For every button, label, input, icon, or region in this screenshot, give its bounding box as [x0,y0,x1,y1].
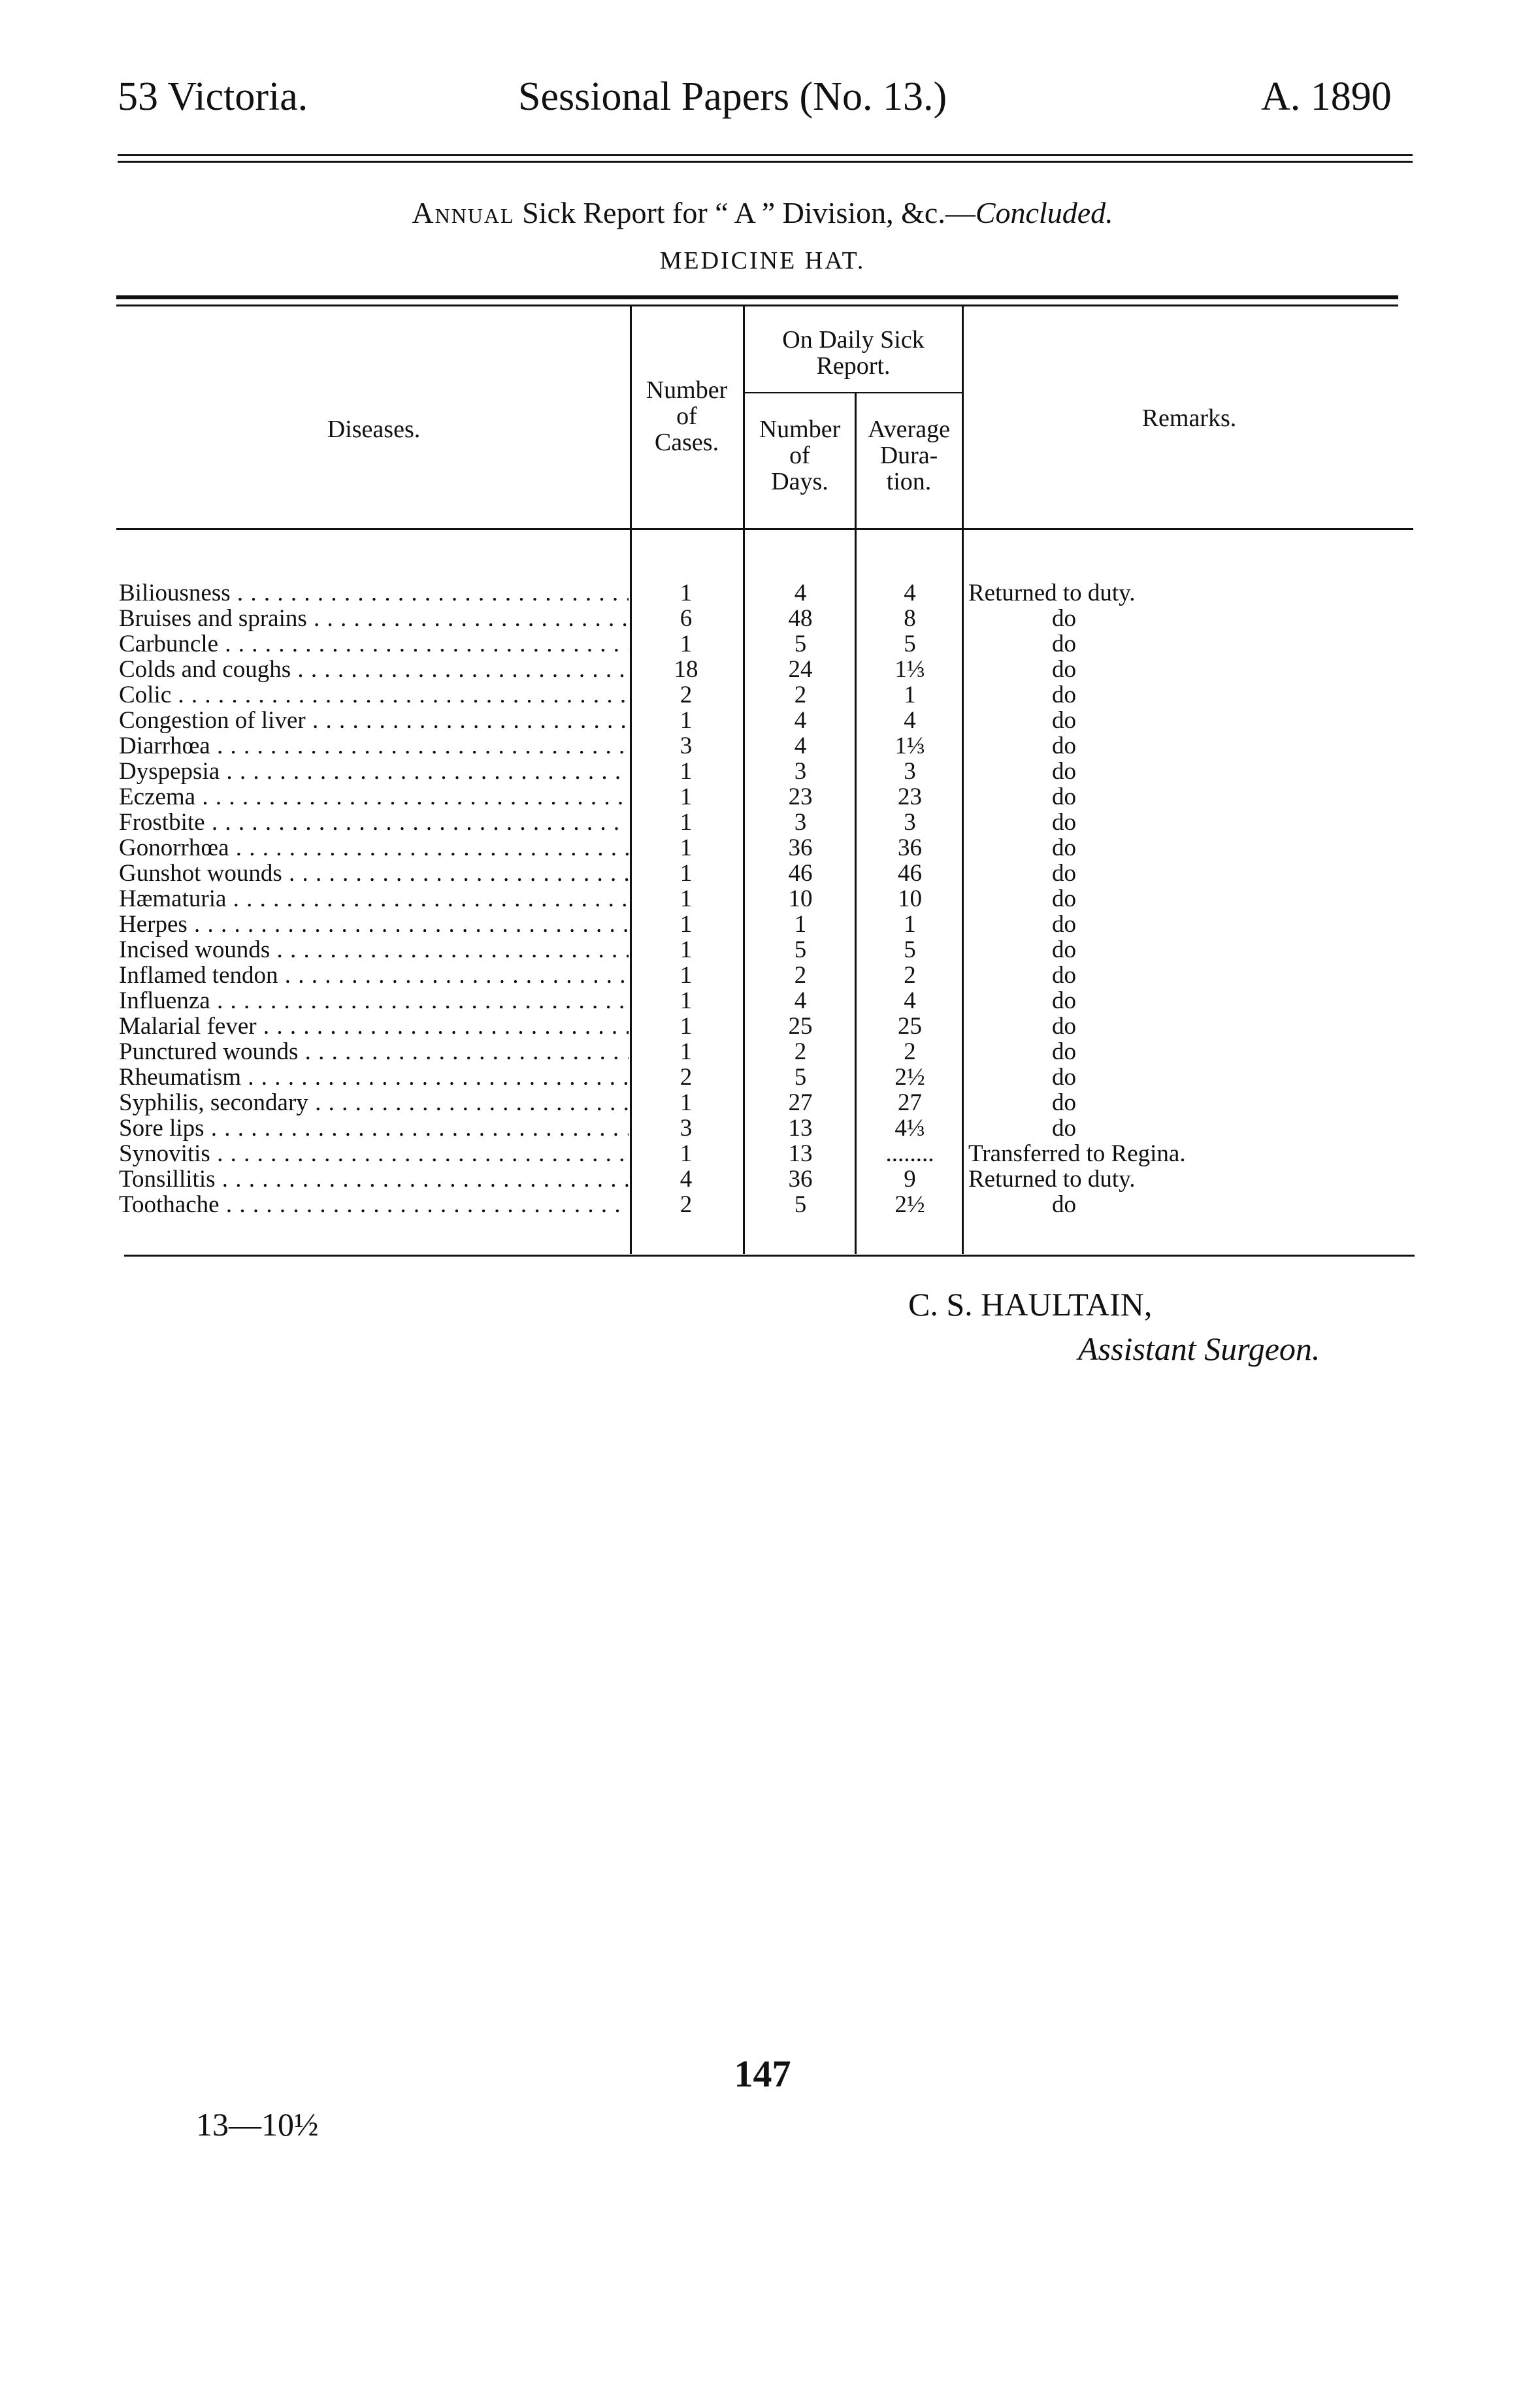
remarks-cell: do [1052,860,1076,887]
table-rule-bottom [124,1255,1415,1257]
col-average-line2: Dura- [879,442,938,469]
table-row [0,606,1525,631]
disease-cell: Biliousness . . . [119,580,629,606]
days-cell: 3 [794,758,807,785]
table-row [0,1166,1525,1192]
col-days [745,416,855,495]
cases-cell: 1 [680,783,693,810]
remarks-cell: do [1052,809,1076,836]
days-cell: 36 [788,1166,813,1193]
disease-cell: Hæmaturia . . . [119,886,629,912]
days-cell: 24 [788,656,813,683]
header-rule-top [118,154,1413,156]
remarks-cell: Returned to duty. [968,580,1136,606]
days-cell: 27 [788,1089,813,1116]
title-prefix: Annual [412,196,515,229]
disease-cell: Colic . . . [119,682,629,708]
average-cell: 23 [898,783,922,810]
days-cell: 4 [794,580,807,606]
remarks-cell: do [1052,682,1076,708]
table-row [0,708,1525,733]
table-row [0,912,1525,937]
disease-cell: Influenza . . . [119,988,629,1014]
remarks-cell: do [1052,936,1076,963]
average-cell: 5 [904,631,916,657]
average-cell: 2½ [894,1064,925,1091]
col-days-line2: of [789,442,810,469]
average-cell: 9 [904,1166,916,1193]
cases-cell: 1 [680,707,693,734]
report-title [0,193,1525,233]
col-days-line3: Days. [771,468,828,495]
average-cell: 4 [904,580,916,606]
remarks-cell: do [1052,1191,1076,1218]
average-cell: 1 [904,911,916,938]
daily-group-rule [745,392,962,393]
disease-cell: Herpes . . . [119,912,629,937]
table-row [0,1090,1525,1115]
days-cell: 4 [794,987,807,1014]
remarks-cell: do [1052,656,1076,683]
remarks-cell: do [1052,1089,1076,1116]
col-average-line3: tion. [886,468,932,495]
average-cell: 2½ [894,1191,925,1218]
col-days-line1: Number [759,416,841,443]
remarks-cell: do [1052,758,1076,785]
days-cell: 4 [794,733,807,759]
average-cell: 5 [904,936,916,963]
signature-name: C. S. HAULTAIN, [908,1286,1153,1323]
disease-cell: Toothache . . . [119,1192,629,1217]
days-cell: 2 [794,962,807,989]
col-daily-group [745,327,962,379]
remarks-cell: do [1052,1013,1076,1040]
disease-cell: Bruises and sprains . . . [119,606,629,631]
remarks-cell: do [1052,733,1076,759]
title-suffix: Concluded. [975,196,1113,229]
table-row [0,1192,1525,1217]
table-row [0,1115,1525,1141]
disease-cell: Eczema . . . [119,784,629,810]
remarks-cell: do [1052,987,1076,1014]
days-cell: 48 [788,605,813,632]
days-cell: 4 [794,707,807,734]
cases-cell: 1 [680,1013,693,1040]
disease-cell: Incised wounds . . . [119,937,629,963]
remarks-cell: do [1052,834,1076,861]
remarks-cell: do [1052,885,1076,912]
remarks-cell: do [1052,962,1076,989]
cases-cell: 1 [680,987,693,1014]
cases-cell: 1 [680,758,693,785]
table-row [0,1064,1525,1090]
disease-cell: Inflamed tendon . . . [119,963,629,988]
average-cell: 46 [898,860,922,887]
remarks-cell: do [1052,707,1076,734]
header-bottom-rule [116,528,1413,530]
average-cell: 1⅓ [894,656,925,683]
remarks-cell: do [1052,911,1076,938]
table-row [0,784,1525,810]
cases-cell: 1 [680,809,693,836]
table-row [0,810,1525,835]
disease-cell: Syphilis, secondary . . . [119,1090,629,1115]
days-cell: 13 [788,1115,813,1142]
cases-cell: 2 [680,1064,693,1091]
remarks-cell: Transferred to Regina. [968,1140,1186,1167]
cases-cell: 1 [680,1089,693,1116]
table-row [0,631,1525,657]
cases-cell: 2 [680,682,693,708]
col-cases [631,377,742,455]
cases-cell: 3 [680,733,693,759]
average-cell: ........ [885,1140,934,1167]
cases-cell: 6 [680,605,693,632]
col-cases-line2: of [676,403,697,430]
cases-cell: 1 [680,1140,693,1167]
table-rule-top-thin [116,305,1398,306]
remarks-cell: do [1052,631,1076,657]
disease-cell: Sore lips . . . [119,1115,629,1141]
table-row [0,886,1525,912]
table-row [0,759,1525,784]
remarks-cell: Returned to duty. [968,1166,1136,1193]
disease-cell: Carbuncle . . . [119,631,629,657]
cases-cell: 1 [680,962,693,989]
cases-cell: 18 [674,656,698,683]
header-right: A. 1890 [1261,74,1392,119]
col-remarks: Remarks. [1141,404,1237,432]
header-left: 53 Victoria. [118,74,308,119]
remarks-cell: do [1052,1038,1076,1065]
table-row [0,733,1525,759]
cases-cell: 1 [680,834,693,861]
disease-cell: Synovitis . . . [119,1141,629,1166]
days-cell: 5 [794,631,807,657]
average-cell: 1⅓ [894,733,925,759]
table-row [0,835,1525,861]
table-row [0,657,1525,682]
average-cell: 3 [904,758,916,785]
col-cases-line1: Number [646,376,728,404]
average-cell: 25 [898,1013,922,1040]
average-cell: 2 [904,962,916,989]
header-center: Sessional Papers (No. 13.) [518,74,947,119]
col-daily-line2: Report. [816,352,891,380]
disease-cell: Gonorrhœa . . . [119,835,629,861]
average-cell: 4 [904,707,916,734]
days-cell: 2 [794,682,807,708]
days-cell: 1 [794,911,807,938]
average-cell: 4 [904,987,916,1014]
remarks-cell: do [1052,1115,1076,1142]
table-rule-top [116,295,1398,299]
average-cell: 27 [898,1089,922,1116]
average-cell: 3 [904,809,916,836]
disease-cell: Frostbite . . . [119,810,629,835]
cases-cell: 1 [680,631,693,657]
cases-cell: 2 [680,1191,693,1218]
title-main: Sick Report for “ A ” Division, &c.— [514,196,976,229]
cases-cell: 1 [680,1038,693,1065]
table-row [0,1141,1525,1166]
table-row [0,1039,1525,1064]
average-cell: 2 [904,1038,916,1065]
table-row [0,963,1525,988]
col-daily-line1: On Daily Sick [782,326,925,354]
cases-cell: 1 [680,885,693,912]
disease-cell: Malarial fever . . . [119,1014,629,1039]
remarks-cell: do [1052,783,1076,810]
col-average [857,416,961,495]
days-cell: 23 [788,783,813,810]
days-cell: 13 [788,1140,813,1167]
cases-cell: 1 [680,860,693,887]
cases-cell: 4 [680,1166,693,1193]
table-row [0,988,1525,1014]
disease-cell: Rheumatism . . . [119,1064,629,1090]
disease-cell: Colds and coughs . . . [119,657,629,682]
average-cell: 1 [904,682,916,708]
disease-cell: Diarrhœa . . . [119,733,629,759]
table-row [0,937,1525,963]
disease-cell: Dyspepsia . . . [119,759,629,784]
remarks-cell: do [1052,1064,1076,1091]
average-cell: 36 [898,834,922,861]
signature-title: Assistant Surgeon. [1078,1330,1320,1367]
average-cell: 4⅓ [894,1115,925,1142]
disease-cell: Congestion of liver . . . [119,708,629,733]
table-row [0,1014,1525,1039]
table-row [0,580,1525,606]
report-subtitle: MEDICINE HAT. [659,247,866,274]
cases-cell: 1 [680,936,693,963]
average-cell: 8 [904,605,916,632]
days-cell: 36 [788,834,813,861]
average-cell: 10 [898,885,922,912]
days-cell: 3 [794,809,807,836]
days-cell: 5 [794,1191,807,1218]
page-number: 147 [734,2053,791,2095]
days-cell: 10 [788,885,813,912]
disease-cell: Gunshot wounds . . . [119,861,629,886]
table-row [0,682,1525,708]
cases-cell: 3 [680,1115,693,1142]
disease-cell: Punctured wounds . . . [119,1039,629,1064]
disease-cell: Tonsillitis . . . [119,1166,629,1192]
days-cell: 2 [794,1038,807,1065]
remarks-cell: do [1052,605,1076,632]
col-diseases: Diseases. [327,416,421,443]
cases-cell: 1 [680,580,693,606]
days-cell: 5 [794,1064,807,1091]
days-cell: 5 [794,936,807,963]
days-cell: 25 [788,1013,813,1040]
table-row [0,861,1525,886]
cases-cell: 1 [680,911,693,938]
header-rule-bottom [118,161,1413,163]
sheet-mark: 13—10½ [196,2106,319,2143]
col-cases-line3: Cases. [654,429,719,456]
col-average-line1: Average [868,416,950,443]
days-cell: 46 [788,860,813,887]
